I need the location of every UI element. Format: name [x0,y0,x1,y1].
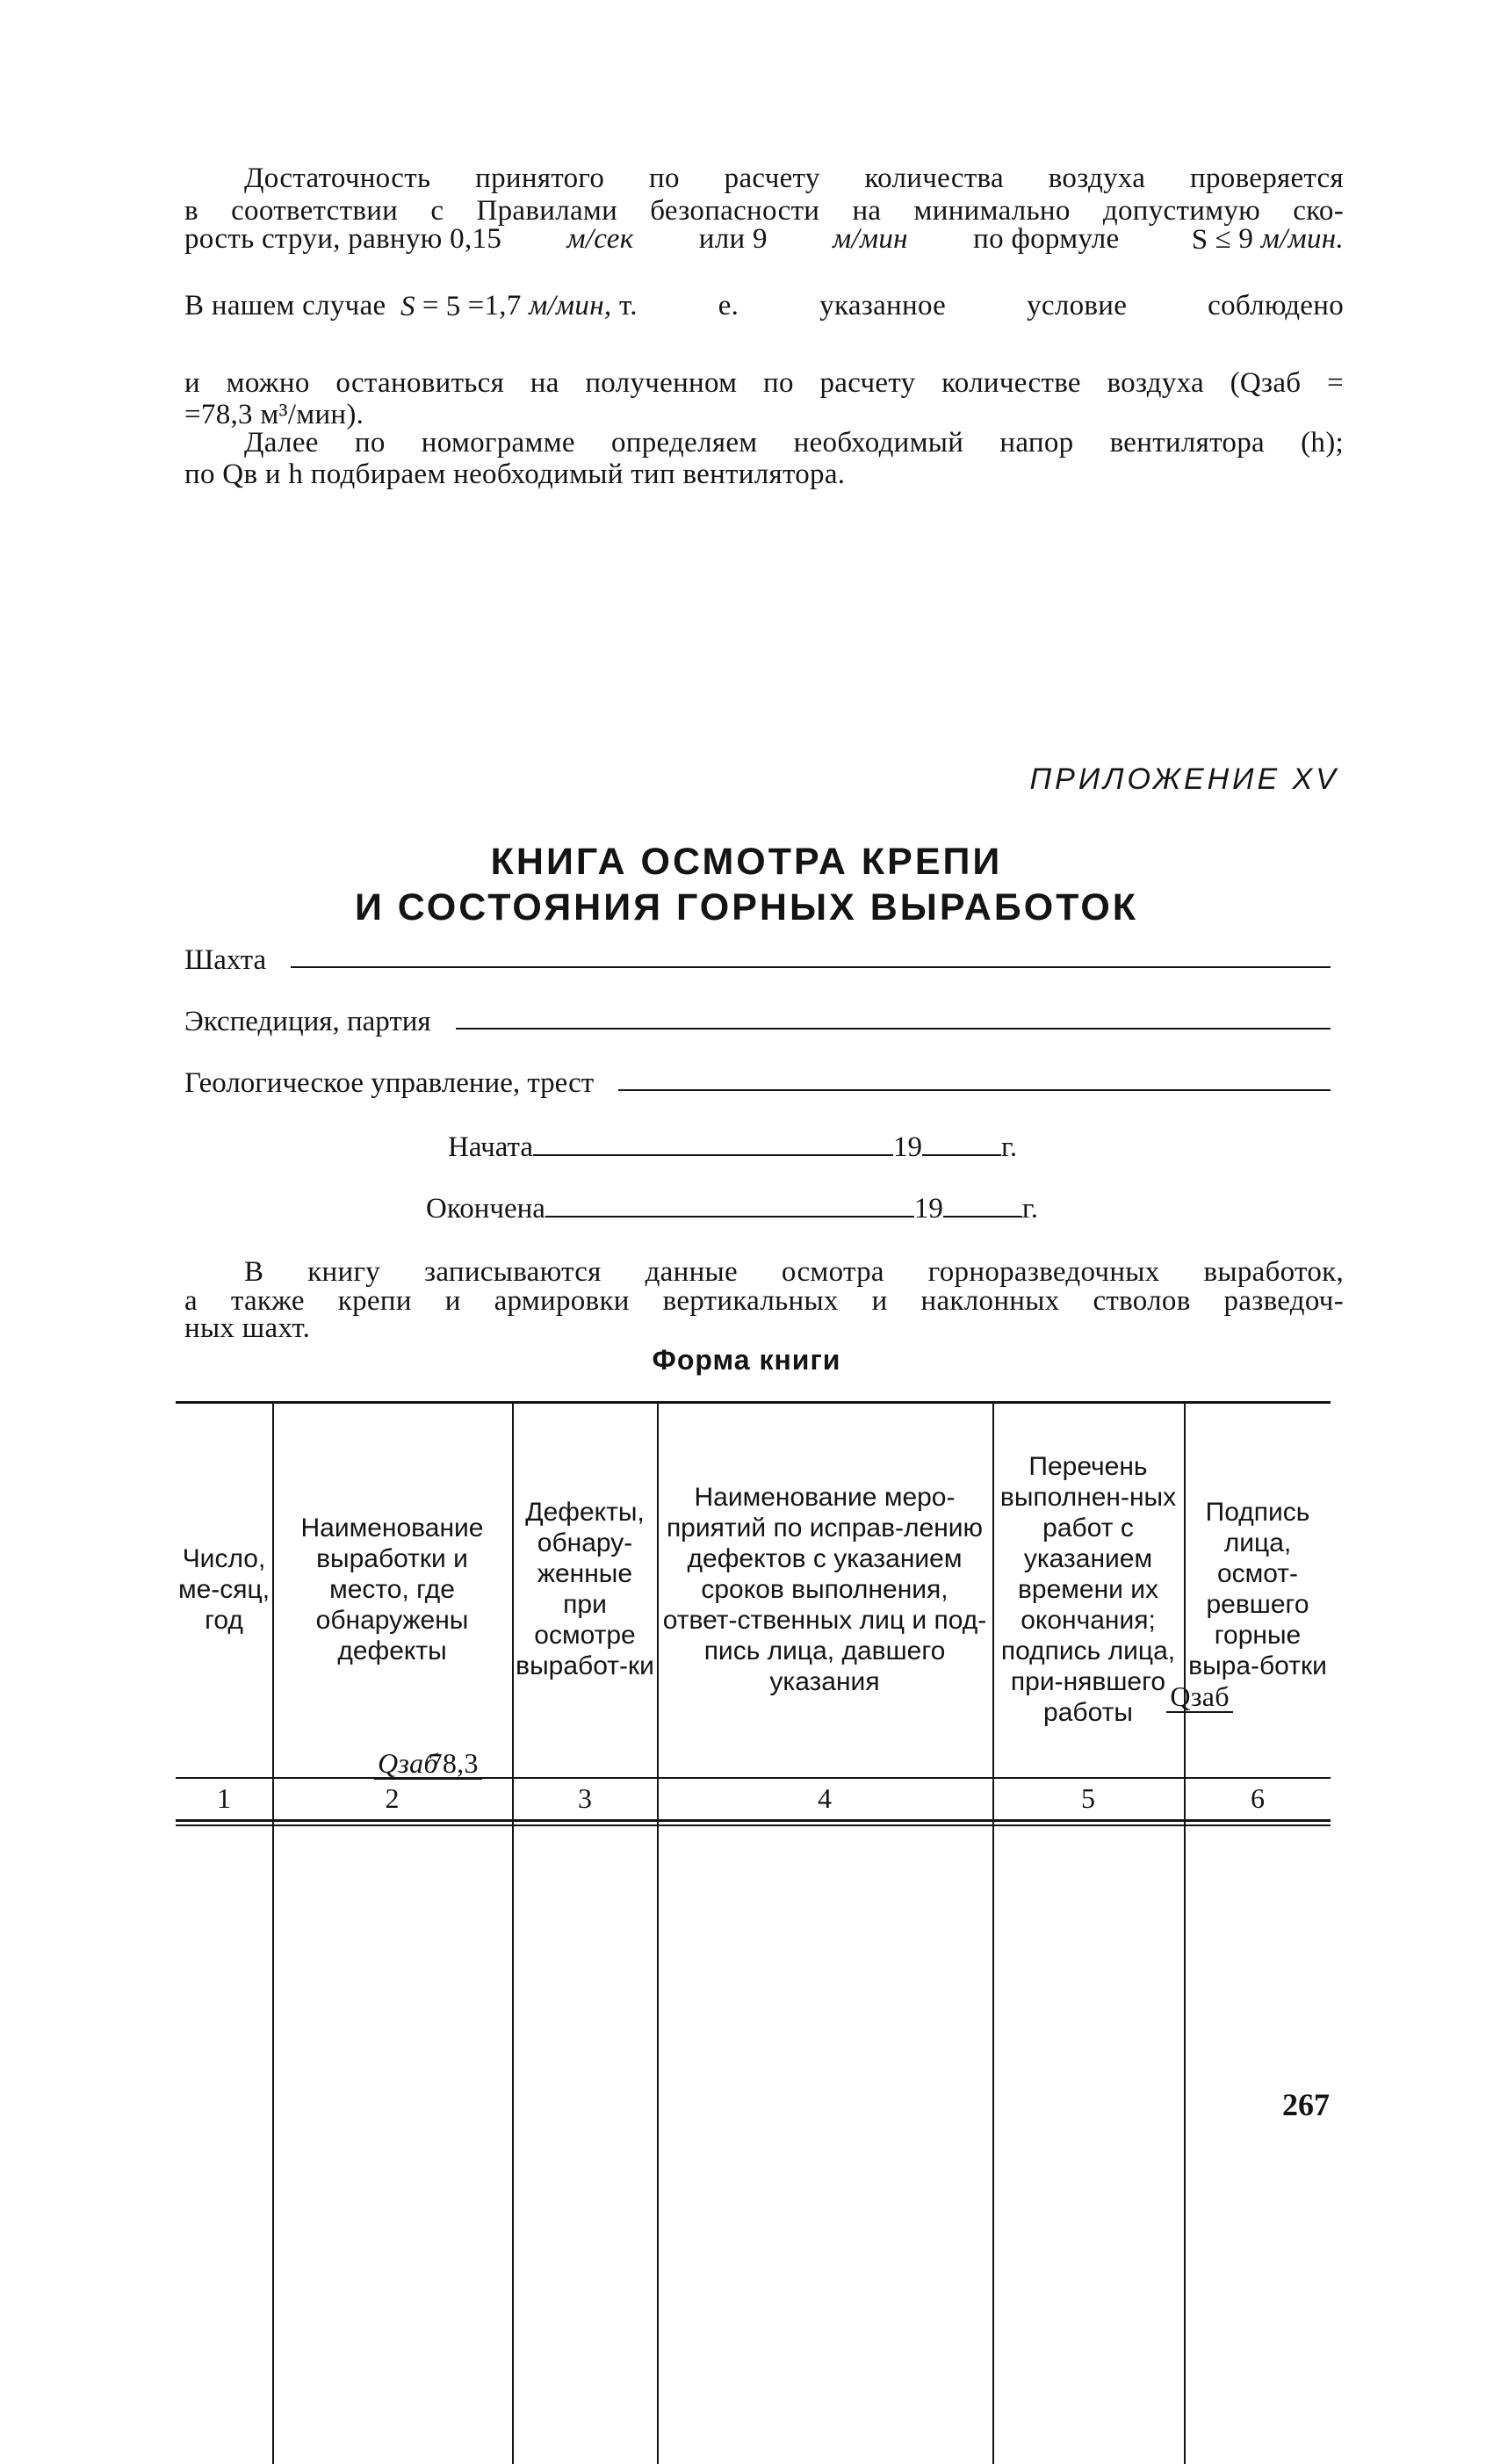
case-fraction-2 [428,290,479,1779]
mine-label: Шахта [184,944,267,976]
book-title-line-1: КНИГА ОСМОТРА КРЕПИ [490,841,1003,883]
finished-year-blank [943,1216,1022,1218]
formula-unit: м/мин. [1260,223,1344,255]
intro-line-3-mid: или 9 [698,223,768,255]
mine-blank-line [291,966,1331,968]
header-defects: Дефекты, обнару-женные при осмотре выработ-ки [516,1498,654,1680]
expedition-blank-line [456,1028,1331,1030]
started-date-blank [533,1154,893,1156]
directorate-label: Геологическое управление, трест [184,1067,595,1099]
book-title-line-2: И СОСТОЯНИЯ ГОРНЫХ ВЫРАБОТОК [354,886,1139,929]
formula-denominator: S [1191,223,1208,256]
form-title: Форма книги [652,1344,841,1376]
number-row-bottom-rule [176,1819,1331,1822]
mine-field [184,944,1331,977]
column-number-row [176,1781,1331,1816]
description-line-3: ных шахт. [184,1312,311,1344]
intro-unit-mmin: м/мин [833,223,908,255]
header-completed-works: Перечень выполнен-ных работ с указанием времени их окончания; подпись лица, при-нявшего работы [999,1451,1177,1727]
header-number-separator [176,1777,1331,1779]
formula-numerator: Qзаб [1166,1681,1232,1713]
case-fraction-1-den: S [400,290,415,322]
case-fraction-2-den: 5 [445,290,461,322]
column-divider [992,1401,994,2464]
number-row-bottom-rule-2 [176,1825,1331,1826]
intro-line-7: Далее по номограмме определяем необходимый напор вентилятора (h); [244,427,1344,459]
started-year-prefix: 19 [893,1131,923,1163]
case-result: =1,7 [467,290,522,322]
column-divider [512,1401,514,2464]
intro-line-2: в соответствии с Правилами безопасности на минимально допустимую ско- [184,195,1344,227]
column-number: 6 [1251,1781,1265,1814]
header-inspector-signature: Подпись лица, осмот-ревшего горные выра-ботки [1188,1498,1327,1680]
finished-year-suffix: г. [1021,1193,1038,1225]
case-equals: = [422,290,439,322]
expedition-label: Экспедиция, партия [184,1006,431,1037]
column-divider [1184,1401,1186,2464]
directorate-blank-line [618,1089,1331,1091]
page-number: 267 [1282,2087,1330,2122]
expedition-field [184,1006,1331,1038]
intro-line-6: =78,3 м³/мин). [184,399,364,430]
formula-relation: ≤ 9 [1215,223,1254,255]
intro-line-4-lead: В нашем случае [184,290,386,322]
description-line-1: В книгу записываются данные осмотра горноразведочных выработок, [244,1256,1344,1288]
column-number: 5 [1081,1781,1095,1814]
formula-fraction [1170,223,1230,1712]
started-label: Начата [448,1131,534,1163]
directorate-field [184,1067,1331,1100]
started-date-line [448,1131,1017,1164]
column-number: 3 [578,1781,592,1814]
finished-year-prefix: 19 [913,1193,943,1225]
case-unit: м/мин, [529,290,612,322]
column-number: 1 [217,1781,231,1814]
column-divider [272,1401,274,2464]
intro-formula-lead: по формуле [973,223,1120,255]
finished-date-blank [545,1216,914,1218]
case-fraction-1-num: Qзаб [374,1748,442,1780]
intro-line-1: Достаточность принятого по расчету количества воздуха проверяется [244,163,1344,194]
started-year-blank [922,1154,1001,1156]
case-fraction-1 [377,290,438,1779]
header-measures: Наименование меро-приятий по исправ-лению дефектов с указанием сроков выполнения, ответ-ственных лиц и под-пись лица, давшего указания [662,1482,987,1696]
intro-line-8: по Qв и h подбираем необходимый тип вентилятора. [184,459,846,490]
header-working-name: Наименование выработки и место, где обнаружены дефекты [300,1513,484,1666]
column-number: 2 [385,1781,400,1814]
intro-line-5: и можно остановиться на полученном по расчету количестве воздуха (Qзаб = [184,367,1344,399]
case-fraction-2-num: 78,3 [425,1748,482,1780]
column-number: 4 [818,1781,832,1814]
finished-date-line [426,1193,1038,1225]
finished-label: Окончена [426,1193,545,1225]
case-tail: т. е. указанное условие соблюдено [618,290,1344,322]
description-line-2: а также крепи и армировки вертикальных и наклонных стволов разведоч- [184,1285,1344,1317]
started-year-suffix: г. [1001,1131,1018,1163]
appendix-label: ПРИЛОЖЕНИЕ XV [1029,762,1339,796]
intro-unit-ms: м/сек [566,223,634,255]
header-date: Число, ме-сяц, год [177,1543,270,1635]
column-divider [657,1401,659,2464]
intro-line-3-text: рость струи, равную 0,15 [184,223,502,255]
